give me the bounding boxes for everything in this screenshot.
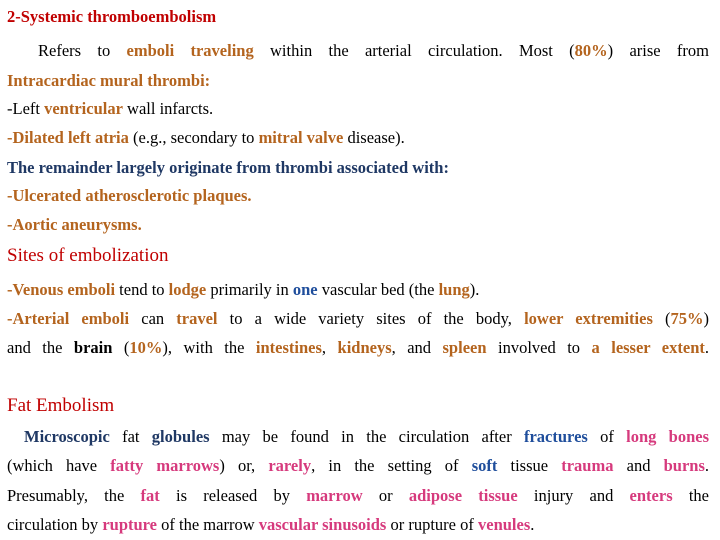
section3-title: Fat Embolism [7,395,115,416]
section2-line2: -Arterial emboli can travel to a wide variety sites of the body, lower extremities (75%) [7,309,710,328]
section1-title: 2-Systemic thromboembolism [7,7,217,26]
section2-line3: and the brain (10%), with the intestines, kidneys, and spleen involved to a lesser extent. [7,338,709,357]
section3-line1: Microscopic fat globules may be found in the circulation after fractures of long bones [24,427,710,446]
section2-line1: -Venous emboli tend to lodge primarily in one vascular bed (the lung). [7,280,480,299]
section3-line2: (which have fatty marrows) or, rarely, in the setting of soft tissue trauma and burns. [7,456,710,475]
section1-line2: Intracardiac mural thrombi: [7,71,211,90]
section1-line1: Refers to emboli traveling within the arterial circulation. Most (80%) arise from [38,41,709,60]
section1-line4: -Dilated left atria (e.g., secondary to mitral valve disease). [7,128,405,147]
section3-line3: Presumably, the fat is released by marrow or adipose tissue injury and enters the [7,486,709,505]
section2-title: Sites of embolization [7,245,169,266]
section1-line5: The remainder largely originate from thrombi associated with: [7,158,449,177]
section1-line3: -Left ventricular wall infarcts. [7,99,214,118]
section1-line7: -Aortic aneurysms. [7,215,142,234]
section1-line6: -Ulcerated atherosclerotic plaques. [7,186,252,205]
section3-line4: circulation by rupture of the marrow vascular sinusoids or rupture of venules. [7,515,535,534]
